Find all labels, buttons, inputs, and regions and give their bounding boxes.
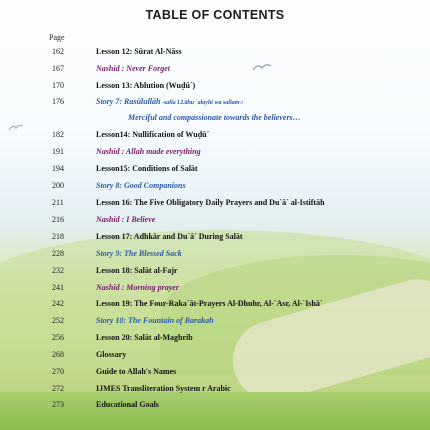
toc-title: Lesson 12: Sūrat Al-Nāss [96, 47, 182, 56]
toc-title: IJMES Transliteration System r Arabic [96, 384, 231, 393]
toc-title: Lesson 13: Ablution (Wuḍū´) [96, 81, 196, 90]
toc-entry[interactable] [0, 398, 430, 412]
toc-entry[interactable] [0, 45, 430, 59]
toc-entry[interactable] [0, 314, 430, 328]
toc-entry[interactable] [0, 95, 430, 109]
toc-entry[interactable] [0, 331, 430, 345]
toc-title: Nashid : Never Forget [96, 64, 170, 73]
toc-page-number: 176 [52, 97, 64, 106]
toc-title: Nashid : I Believe [96, 215, 156, 224]
toc-title: Nashid : Morning prayer [96, 283, 179, 292]
toc-entry[interactable] [0, 365, 430, 379]
toc-page-number: 200 [52, 181, 64, 190]
toc-page-number: 252 [52, 316, 64, 325]
toc-title: Nashid : Allah made everything [96, 147, 201, 156]
toc-entry[interactable] [0, 179, 430, 193]
toc-title: Story 9: The Blessed Sack [96, 249, 182, 258]
page-title: TABLE OF CONTENTS [145, 8, 285, 22]
toc-title: Lesson 19: The Four-Raka`āt-Prayers Al-Dhuhr, Al-`Asr, Al-`Ishā´ [96, 299, 323, 308]
toc-page-number: 170 [52, 81, 64, 90]
toc-title: Story 8: Good Companions [96, 181, 186, 190]
toc-title: Educational Goals [96, 400, 159, 409]
toc-page-number: 272 [52, 384, 64, 393]
toc-title: Glossary [96, 350, 127, 359]
toc-page-number: 194 [52, 164, 64, 173]
toc-page-number: 242 [52, 299, 64, 308]
toc-page-number: 211 [52, 198, 64, 207]
toc-entry[interactable] [0, 128, 430, 142]
toc-page-number: 191 [52, 147, 64, 156]
toc-title: Lesson 20: Salāt al-Maghrib [96, 333, 193, 342]
toc-entry[interactable] [0, 348, 430, 362]
toc-page-number: 218 [52, 232, 64, 241]
toc-entry[interactable] [0, 145, 430, 159]
toc-entry[interactable] [0, 382, 430, 396]
toc-title: Story 7: Rasūlullāh [96, 97, 161, 106]
page-column-header: Page [49, 33, 65, 42]
toc-page-number: 273 [52, 400, 64, 409]
toc-page-number: 256 [52, 333, 64, 342]
toc-title: Story 10: The Fountain of Barakah [96, 316, 214, 325]
toc-entry[interactable] [0, 247, 430, 261]
toc-entry[interactable] [0, 230, 430, 244]
toc-title: Lesson 18: Salāt al-Fajr [96, 266, 178, 275]
toc-page-number: 167 [52, 64, 64, 73]
toc-page-number: 216 [52, 215, 64, 224]
toc-page-number: 241 [52, 283, 64, 292]
toc-entry[interactable] [0, 62, 430, 76]
toc-entry[interactable] [0, 281, 430, 295]
toc-title-suffix: -salla LLāhu `alayhi wa sallam-: [160, 100, 244, 106]
toc-entry[interactable] [0, 162, 430, 176]
toc-page-number: 232 [52, 266, 64, 275]
toc-entry[interactable] [0, 297, 430, 311]
toc-subtitle: Merciful and compassionate towards the believers… [128, 113, 301, 122]
toc-entry[interactable] [0, 264, 430, 278]
toc-subtitle-row [0, 111, 430, 125]
toc-page-number: 268 [52, 350, 64, 359]
toc-page-number: 182 [52, 130, 64, 139]
toc-title: Lesson 17: Adhkār and Du`ā´ During Salāt [96, 232, 243, 241]
toc-title: Guide to Allah's Names [96, 367, 177, 376]
toc-page-number: 270 [52, 367, 64, 376]
toc-title: Lesson15: Conditions of Salāt [96, 164, 198, 173]
toc-entry[interactable] [0, 79, 430, 93]
toc-entry[interactable] [0, 196, 430, 210]
toc-page-number: 162 [52, 47, 64, 56]
toc-title: Lesson14: Nullification of Wuḍū´ [96, 130, 210, 139]
toc-title: Lesson 16: The Five Obligatory Daily Prayers and Du`ā´ al-Istiftāh [96, 198, 325, 207]
toc-page-number: 228 [52, 249, 64, 258]
toc-entry[interactable] [0, 213, 430, 227]
